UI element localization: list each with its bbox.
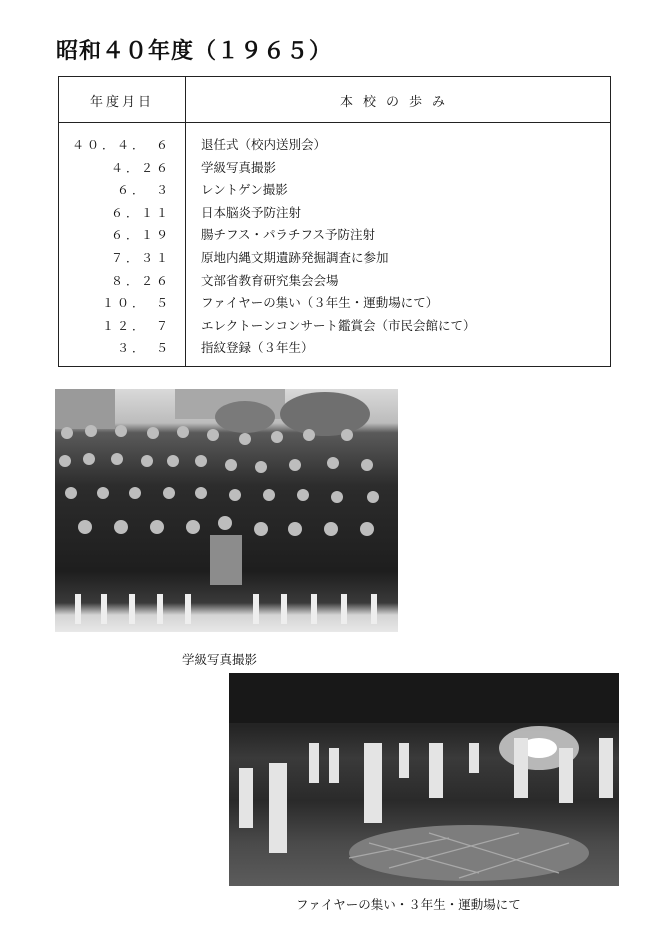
table-row [59, 202, 610, 225]
row-date: ３． ５ [116, 341, 171, 356]
class-photo-caption: 学級写真撮影 [182, 652, 258, 667]
table-rows [59, 134, 610, 360]
page-title: 昭和４０年度（１９６５） [56, 39, 333, 64]
table-row [59, 315, 610, 338]
row-date: ８．２６ [110, 273, 171, 288]
row-event: 原地内縄文期遺跡発掘調査に参加 [201, 249, 389, 265]
fire-photo-illustration [229, 673, 619, 886]
row-event: 学級写真撮影 [201, 159, 277, 175]
table-row [59, 337, 610, 360]
row-event: ファイヤーの集い（３年生・運動場にて） [201, 295, 439, 311]
table-row [59, 157, 610, 180]
header-date: 年度月日 [89, 95, 154, 110]
row-event: 指紋登録（３年生） [201, 340, 314, 356]
row-event: 文部省教育研究集会会場 [201, 272, 339, 288]
table-row [59, 134, 610, 157]
fire-photo-caption: ファイヤーの集い・３年生・運動場にて [296, 897, 521, 912]
table-row [59, 292, 610, 315]
history-table [58, 76, 611, 367]
row-date: ４０．４． ６ [71, 138, 171, 152]
table-row [59, 247, 610, 270]
row-date: ６． ３ [116, 183, 171, 198]
row-date: ６．１９ [110, 228, 171, 243]
table-row [59, 270, 610, 293]
row-date: １２． ７ [101, 318, 171, 333]
class-photo-illustration [55, 389, 398, 632]
header-event: 本校の歩み [339, 95, 455, 110]
row-event: 退任式（校内送別会） [201, 137, 327, 152]
row-date: ６．１１ [110, 205, 171, 220]
row-date: ４．２６ [110, 160, 171, 175]
class-photo [55, 389, 398, 632]
table-row [59, 179, 610, 202]
row-date: ７．３１ [110, 250, 171, 265]
row-event: エレクトーンコンサート鑑賞会（市民会館にて） [201, 317, 476, 333]
fire-gathering-photo [229, 673, 619, 886]
row-date: １０． ５ [101, 296, 171, 311]
header-divider [59, 122, 610, 123]
row-event: レントゲン撮影 [201, 182, 288, 198]
table-row [59, 224, 610, 247]
row-event: 日本脳炎予防注射 [201, 204, 302, 220]
row-event: 腸チフス・パラチフス予防注射 [201, 227, 376, 243]
